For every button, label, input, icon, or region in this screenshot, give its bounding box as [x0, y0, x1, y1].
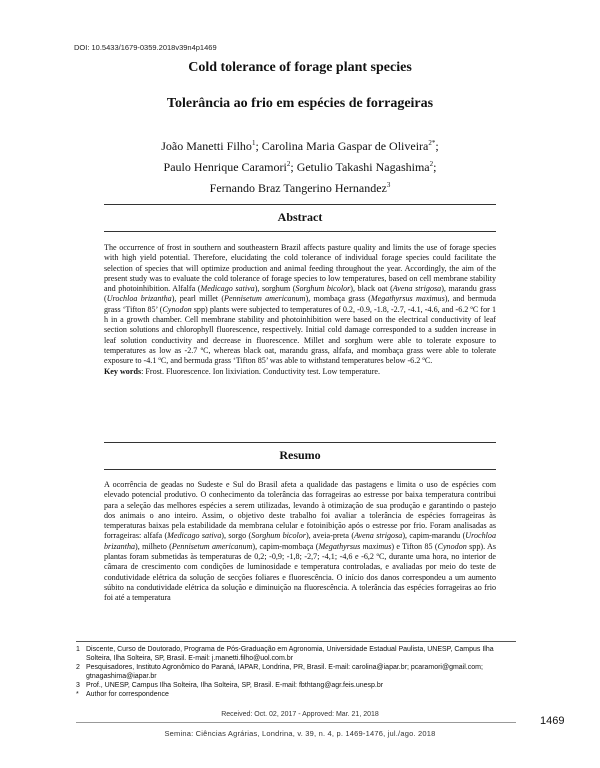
resumo-body: A ocorrência de geadas no Sudeste e Sul do Brasil afeta a qualidade das pastagens e limita o uso de espécies com elevado potencial produtivo. O conhecimento da tolerância das forrageiras ao estresse por baixa temperatura contribui para a seleção das melhores espécies a serem utilizadas, levando à otimização de sua produção e garantindo o pastejo dos animais o ano inteiro. Assim, o objetivo deste trabalho foi avaliar a tolerância de espécies forrageiras às temperaturas baixas pela estabilidade da membrana celular e fotoinibição após o estresse por frio. Foram analisadas as forrageiras: alfafa (Medicago sativa), sorgo (Sorghum bicolor), aveia-preta (Avena strigosa), capim-marandu (Urochloa brizantha), milheto (Pennisetum americanum), capim-mombaça (Megathyrsus maximus) e Tifton 85 (Cynodon spp). As plantas foram submetidas às temperaturas de 0,2; -0,9; -1,8; -2,7; -4,1; -4,6 e -6,2 ºC, durante uma hora, no interior de câmara de crescimento com condições de luminosidade e temperatura controladas, e avaliadas por meio do teste de condutividade elétrica da solução de secções foliares e fluorescência. O início dos danos correspondeu a um aumento súbito na condutividade elétrica da solução e diminuição na fluorescência. A tolerância das espécies forrageiras ao frio foi até a temperatura	[104, 480, 496, 603]
footnote: 2 Pesquisadores, Instituto Agronômico do Paraná, IAPAR, Londrina, PR, Brasil. E-mail: carolina@iapar.br; pcaramori@gmail.com; gtnagashima@iapar.br	[76, 664, 483, 680]
bottom-rule	[76, 722, 516, 723]
footnote: 1 Discente, Curso de Doutorado, Programa de Pós-Graduação em Agronomia, Universidade Estadual Paulista, UNESP, Campus Ilha Solteira, Ilha Solteira, SP, Brasil. E-mail: j.manetti.filho@uol.com.br	[76, 646, 494, 662]
resumo-heading: Resumo	[279, 448, 321, 462]
title-portuguese: Tolerância ao frio em espécies de forrageiras	[166, 96, 434, 111]
journal-citation: Semina: Ciências Agrárias, Londrina, v. 39, n. 4, p. 1469-1476, jul./ago. 2018	[164, 729, 436, 738]
page-number: 1469	[540, 715, 565, 727]
abstract-bottom-rule	[104, 231, 496, 232]
author-list	[0, 134, 600, 197]
footnote: 3 Prof., UNESP, Campus Ilha Solteira, Ilha Solteira, SP, Brasil. E-mail: fbthtang@agr.feis.unesp.br	[76, 682, 384, 689]
footnote: * Author for correspondence	[76, 691, 169, 698]
received-approved-dates: Received: Oct. 02, 2017 - Approved: Mar. 21, 2018	[221, 711, 379, 718]
footnote-rule	[76, 641, 516, 642]
footnotes	[76, 645, 516, 699]
abstract-heading: Abstract	[277, 210, 323, 224]
resumo-top-rule	[104, 442, 496, 443]
keywords: Key words: Frost. Fluorescence. Ion lixiviation. Conductivity test. Low temperature.	[104, 366, 381, 376]
abstract-body: The occurrence of frost in southern and southeastern Brazil affects pasture quality and limits the use of forage species with high yield potential. Therefore, elucidating the cold tolerance of individual forage species could facilitate the selection of species that will optimize production and animal feeding throughout the year. Accordingly, the aim of the present study was to evaluate the cold tolerance of forage species to low temperatures, based on cell membrane stability and photoinhibition. Alfalfa (Medicago sativa), sorghum (Sorghum bicolor), black oat (Avena strigosa), marandu grass (Urochloa brizantha), pearl millet (Pennisetum americanum), mombaça grass (Megathyrsus maximus), and bermuda grass ‘Tifton 85’ (Cynodon spp) plants were subjected to temperatures of 0.2, -0.9, -1.8, -2.7, -4.1, -4.6, and -6.2 ºC for 1 h in a growth chamber. Cell membrane stability and photoinhibition were based on the electrical conductivity of leaf section solutions and chlorophyll fluorescence, respectively. Initial cold damage corresponded to a sudden increase in leaf solution conductivity and decrease in fluorescence. Millet and sorghum were able to tolerate exposure to temperatures as low as -2.7 ºC, whereas black oat, marandu grass, alfafa, and mombaça grass were able to tolerate exposure to -4.1 ºC, and bermuda grass ‘Tifton 85’ was able to withstand temperatures below -6.2 ºC. Key words: Frost. Fluorescence. Ion lixiviation. Conductivity test. Low temperature.	[104, 243, 497, 376]
abstract-top-rule	[104, 204, 496, 205]
author-line-3: Fernando Braz Tangerino Hernandez$^3$	[209, 181, 391, 195]
title-english: Cold tolerance of forage plant species	[188, 60, 412, 75]
author-line-2: Paulo Henrique Caramori$^2$; Getulio Takashi Nagashima$^2$;	[163, 160, 437, 174]
resumo-bottom-rule	[104, 469, 496, 470]
author-line-1: João Manetti Filho$^1$; Carolina Maria Gaspar de Oliveira$^{2*}$;	[161, 139, 439, 153]
doi: DOI: 10.5433/1679-0359.2018v39n4p1469	[74, 43, 217, 52]
